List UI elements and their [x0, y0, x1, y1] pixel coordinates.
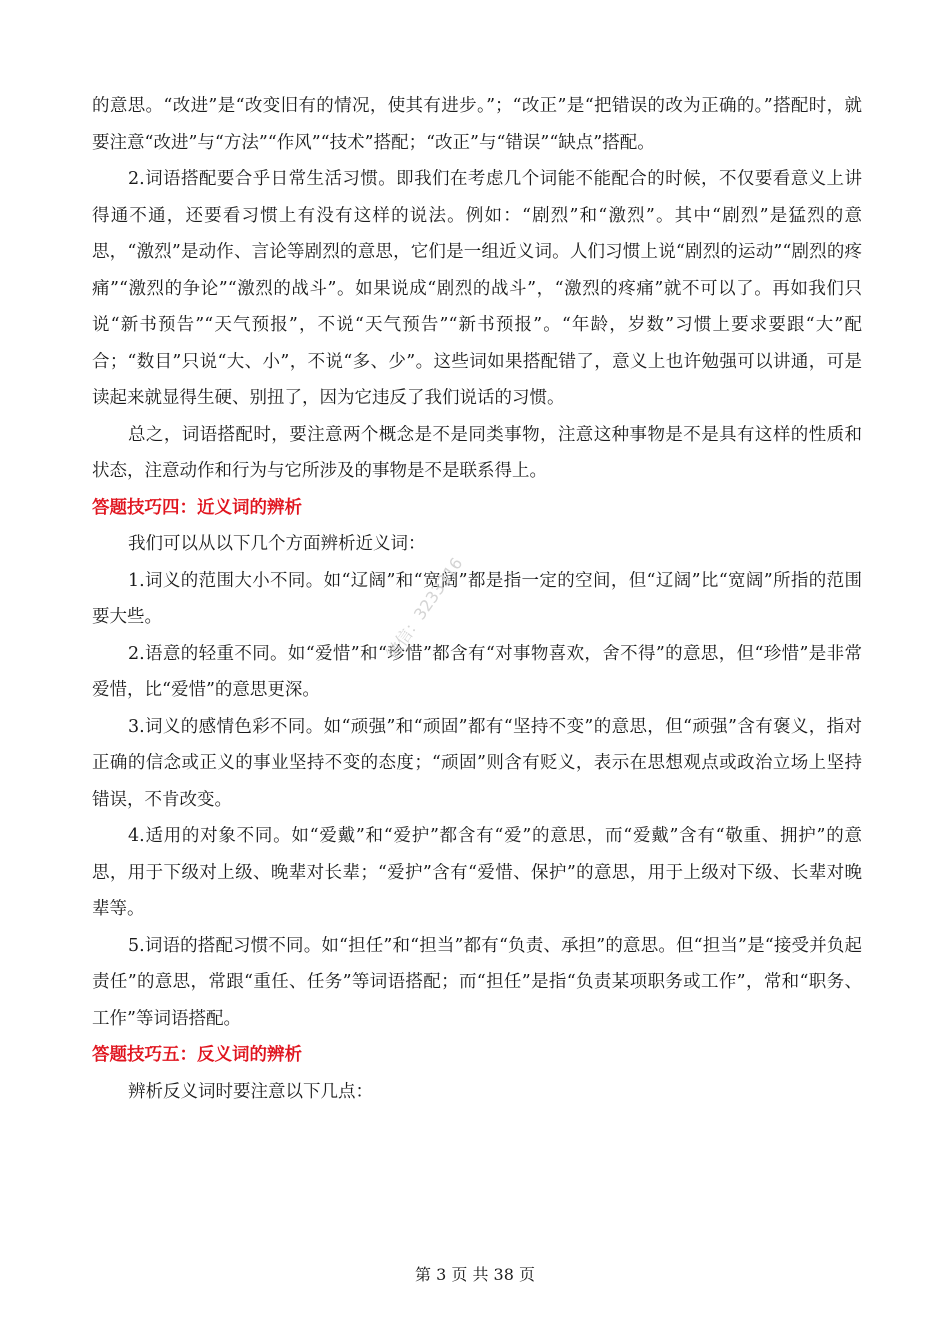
- paragraph-synonym-2: 2.语意的轻重不同。如“爱惜”和“珍惜”都含有“对事物喜欢，舍不得”的意思，但“珍惜”是非常爱惜，比“爱惜”的意思更深。: [92, 643, 862, 700]
- paragraph-synonym-5: 5.词语的搭配习惯不同。如“担任”和“担当”都有“负责、承担”的意思。但“担当”是“接受并负起责任”的意思，常跟“重任、任务”等词语搭配；而“担任”是指“负责某项职务或工作”，常和“职务、工作”等词语搭配。: [92, 935, 862, 1029]
- document-page: [92, 88, 862, 1110]
- section-heading-tip-5: 答题技巧五：反义词的辨析: [92, 1045, 302, 1065]
- watermark: 微信：3233316: [382, 554, 467, 663]
- paragraph-intro-antonyms: 辨析反义词时要注意以下几点：: [128, 1081, 373, 1102]
- paragraph-point-2: 2.词语搭配要合乎日常生活习惯。即我们在考虑几个词能不能配合的时候，不仅要看意义上讲得通不通，还要看习惯上有没有这样的说法。例如：“剧烈”和“激烈”。其中“剧烈”是猛烈的意思，“激烈”是动作、言论等剧烈的意思，它们是一组近义词。人们习惯上说“剧烈的运动”“剧烈的疼痛”“激烈的争论”“激烈的战斗”。如果说成“剧烈的战斗”，“激烈的疼痛”就不可以了。再如我们只说“新书预告”“天气预报”，不说“天气预告”“新书预报”。“年龄，岁数”习惯上要求要跟“大”配合；“数目”只说“大、小”，不说“多、少”。这些词如果搭配错了，意义上也许勉强可以讲通，可是读起来就显得生硬、别扭了，因为它违反了我们说话的习惯。: [92, 169, 862, 408]
- paragraph-summary: 总之，词语搭配时，要注意两个概念是不是同类事物，注意这种事物是不是具有这样的性质和状态，注意动作和行为与它所涉及的事物是不是联系得上。: [92, 424, 862, 481]
- paragraph-intro-synonyms: 我们可以从以下几个方面辨析近义词：: [128, 534, 426, 554]
- paragraph-synonym-4: 4.适用的对象不同。如“爱戴”和“爱护”都含有“爱”的意思，而“爱戴”含有“敬重、拥护”的意思，用于下级对上级、晚辈对长辈；“爱护”含有“爱惜、保护”的意思，用于上级对下级、长辈对晚辈等。: [92, 826, 862, 919]
- page-footer: 第 3 页 共 38 页: [415, 1265, 535, 1284]
- paragraph-synonym-3: 3.词义的感情色彩不同。如“顽强”和“顽固”都有“坚持不变”的意思，但“顽强”含有褒义，指对正确的信念或正义的事业坚持不变的态度；“顽固”则含有贬义，表示在思想观点或政治立场上坚持错误，不肯改变。: [92, 716, 862, 810]
- paragraph-synonym-1: 1.词义的范围大小不同。如“辽阔”和“宽阔”都是指一定的空间，但“辽阔”比“宽阔”所指的范围要大些。: [92, 570, 862, 627]
- section-heading-tip-4: 答题技巧四：近义词的辨析: [92, 497, 302, 518]
- paragraph-continued: 的意思。“改进”是“改变旧有的情况，使其有进步。”；“改正”是“把错误的改为正确的。”搭配时，就要注意“改进”与“方法”“作风”“技术”搭配；“改正”与“错误”“缺点”搭配。: [92, 96, 862, 153]
